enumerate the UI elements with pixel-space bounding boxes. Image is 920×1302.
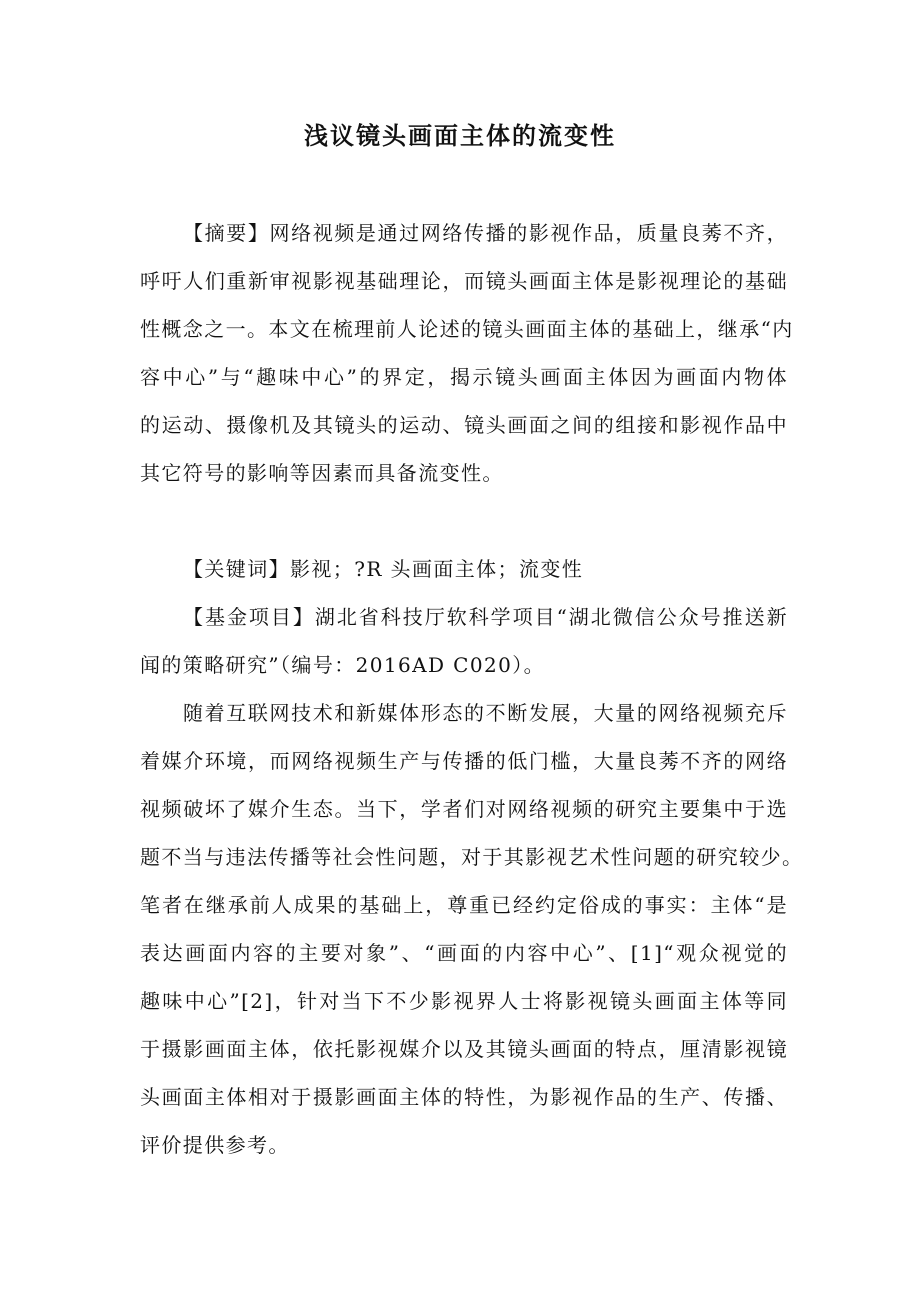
abstract-line: 呼吁人们重新审视影视基础理论，而镜头画面主体是影视理论的基础 xyxy=(140,269,788,293)
abstract-line: 性概念之一。本文在梳理前人论述的镜头画面主体的基础上，继承“内 xyxy=(140,317,794,341)
body-line: 题不当与违法传播等社会性问题，对于其影视艺术性问题的研究较少。 xyxy=(140,845,804,869)
body-line: 评价提供参考。 xyxy=(140,1133,290,1157)
body-line: 趣味中心”[2]，针对当下不少影视界人士将影视镜头画面主体等同 xyxy=(140,989,788,1013)
abstract-line: 的运动、摄像机及其镜头的运动、镜头画面之间的组接和影视作品中 xyxy=(140,413,788,437)
body-line: 头画面主体相对于摄影画面主体的特性，为影视作品的生产、传播、 xyxy=(140,1085,788,1109)
document-title: 浅议镜头画面主体的流变性 xyxy=(304,121,616,150)
body-line: 于摄影画面主体，依托影视媒介以及其镜头画面的特点，厘清影视镜 xyxy=(140,1037,788,1061)
abstract-line: 【摘要】网络视频是通过网络传播的影视作品，质量良莠不齐， xyxy=(183,221,788,245)
body-line: 表达画面内容的主要对象”、“画面的内容中心”、[1]“观众视觉的 xyxy=(140,941,788,965)
body-line: 视频破坏了媒介生态。当下，学者们对网络视频的研究主要集中于选 xyxy=(140,797,788,821)
body-line: 着媒介环境，而网络视频生产与传播的低门槛，大量良莠不齐的网络 xyxy=(140,749,788,773)
fund-line: 【基金项目】湖北省科技厅软科学项目“湖北微信公众号推送新 xyxy=(183,605,788,629)
abstract-line: 其它符号的影响等因素而具备流变性。 xyxy=(140,461,504,485)
fund-line: 闻的策略研究”（编号：2016AD C020）。 xyxy=(140,653,546,677)
keywords-line: 【关键词】影视；?R 头画面主体；流变性 xyxy=(183,557,584,581)
abstract-line: 容中心”与“趣味中心”的界定，揭示镜头画面主体因为画面内物体 xyxy=(140,365,788,389)
body-line: 笔者在继承前人成果的基础上，尊重已经约定俗成的事实：主体“是 xyxy=(140,893,788,917)
body-line: 随着互联网技术和新媒体形态的不断发展，大量的网络视频充斥 xyxy=(183,701,788,725)
